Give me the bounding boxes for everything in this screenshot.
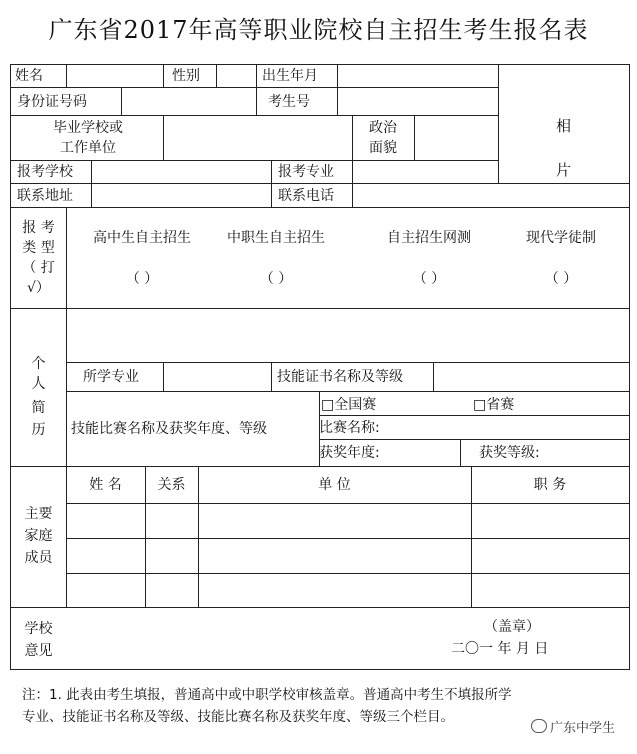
grid-line xyxy=(337,65,338,87)
watermark-text: 广东中学生 xyxy=(549,721,615,736)
grid-line xyxy=(11,160,498,161)
footnote-line1: 注：1. 此表由考生填报，普通高中或中职学校审核盖章。普通高中考生不填报所学 xyxy=(22,687,512,703)
apply-type-label-line1: 报 考 xyxy=(22,220,55,236)
contest-label: 技能比赛名称及获奖年度、等级 xyxy=(71,421,267,437)
grid-line xyxy=(66,573,629,574)
resume-label-line4: 历 xyxy=(31,422,46,438)
gender-label: 性别 xyxy=(172,68,200,84)
grid-line xyxy=(319,439,629,440)
apply-major-label: 报考专业 xyxy=(278,164,334,180)
family-header-name: 姓 名 xyxy=(89,477,122,493)
school-label-line1: 毕业学校或 xyxy=(53,120,123,136)
apply-type-label-line3: （ 打 xyxy=(22,260,55,276)
family-header-position: 职 务 xyxy=(533,477,567,493)
checkbox-online-test[interactable]: （ ） xyxy=(412,271,446,287)
exam-number-label: 考生号 xyxy=(268,94,310,110)
seal-label: （盖章） xyxy=(484,619,540,635)
photo-label-line1: 相 xyxy=(555,117,571,135)
family-header-employer: 单 位 xyxy=(318,477,351,493)
school-label-line2: 工作单位 xyxy=(60,140,116,156)
politics-label-line1: 政治 xyxy=(369,120,397,136)
grid-line xyxy=(216,65,217,87)
major-label: 所学专业 xyxy=(83,369,139,385)
grid-line xyxy=(256,65,257,87)
grid-line xyxy=(11,115,498,116)
birth-date-label: 出生年月 xyxy=(262,68,318,84)
footnote-line2: 专业、技能证书名称及等级、技能比赛名称及获奖年度、等级三个栏目。 xyxy=(22,709,454,725)
grid-line xyxy=(11,87,498,88)
form-title: 广东省2017年高等职业院校自主招生考生报名表 xyxy=(48,16,589,44)
politics-label-line2: 面貌 xyxy=(369,140,397,156)
id-number-label: 身份证号码 xyxy=(17,94,87,110)
school-opinion-label-line1: 学校 xyxy=(24,621,53,637)
grid-line xyxy=(11,207,629,208)
grid-line xyxy=(460,439,461,466)
checkbox-highschool[interactable]: （ ） xyxy=(125,271,159,287)
grid-line xyxy=(352,160,353,207)
family-label-line2: 家庭 xyxy=(24,528,53,544)
checkbox-vocational[interactable]: （ ） xyxy=(259,271,293,287)
date-label: 二〇一 年 月 日 xyxy=(451,641,549,657)
grid-line xyxy=(121,87,122,115)
family-label-line3: 成员 xyxy=(24,550,53,566)
option-vocational: 中职生自主招生 xyxy=(227,230,325,246)
provincial-contest-checkbox[interactable]: □省赛 xyxy=(473,397,515,413)
address-label: 联系地址 xyxy=(17,188,73,204)
photo-label-line2: 片 xyxy=(555,161,571,179)
grid-line xyxy=(66,65,67,87)
watermark xyxy=(527,716,619,737)
school-opinion-label-line2: 意见 xyxy=(24,643,53,659)
apply-type-label-line2: 类 型 xyxy=(22,240,55,256)
grid-line xyxy=(11,308,629,309)
checkbox-apprenticeship[interactable]: （ ） xyxy=(544,271,578,287)
grid-line xyxy=(163,65,164,87)
family-header-relation: 关系 xyxy=(157,477,186,493)
grid-line xyxy=(414,115,415,160)
resume-label-line2: 人 xyxy=(31,376,46,392)
grid-line xyxy=(11,183,629,184)
grid-line xyxy=(66,207,67,607)
grid-line xyxy=(256,87,257,115)
grid-line xyxy=(163,362,164,391)
grid-line xyxy=(66,362,629,363)
award-level-label: 获奖等级: xyxy=(479,445,540,461)
grid-line xyxy=(66,391,629,392)
grid-line xyxy=(11,607,629,608)
grid-line xyxy=(337,87,338,115)
option-apprenticeship: 现代学徒制 xyxy=(526,230,596,246)
certificate-label: 技能证书名称及等级 xyxy=(277,369,403,385)
apply-type-label-line4: √） xyxy=(27,280,50,296)
name-label: 姓名 xyxy=(15,68,43,84)
grid-line xyxy=(433,362,434,391)
contest-name-label: 比赛名称: xyxy=(319,420,380,436)
wechat-icon xyxy=(531,719,547,733)
grid-line xyxy=(91,160,92,207)
resume-label-line1: 个 xyxy=(31,356,46,372)
registration-form xyxy=(10,64,630,670)
family-label-line1: 主要 xyxy=(24,506,53,522)
grid-line xyxy=(163,115,164,160)
award-year-label: 获奖年度: xyxy=(319,445,380,461)
national-contest-checkbox[interactable]: □全国赛 xyxy=(321,397,377,413)
grid-line xyxy=(319,415,629,416)
grid-line xyxy=(271,362,272,391)
phone-label: 联系电话 xyxy=(278,188,334,204)
option-highschool: 高中生自主招生 xyxy=(93,230,191,246)
grid-line xyxy=(66,538,629,539)
resume-label-line3: 简 xyxy=(31,400,46,416)
option-online-test: 自主招生网测 xyxy=(387,230,471,246)
apply-school-label: 报考学校 xyxy=(17,164,73,180)
grid-line xyxy=(11,466,629,467)
grid-line xyxy=(271,160,272,207)
grid-line xyxy=(66,503,629,504)
